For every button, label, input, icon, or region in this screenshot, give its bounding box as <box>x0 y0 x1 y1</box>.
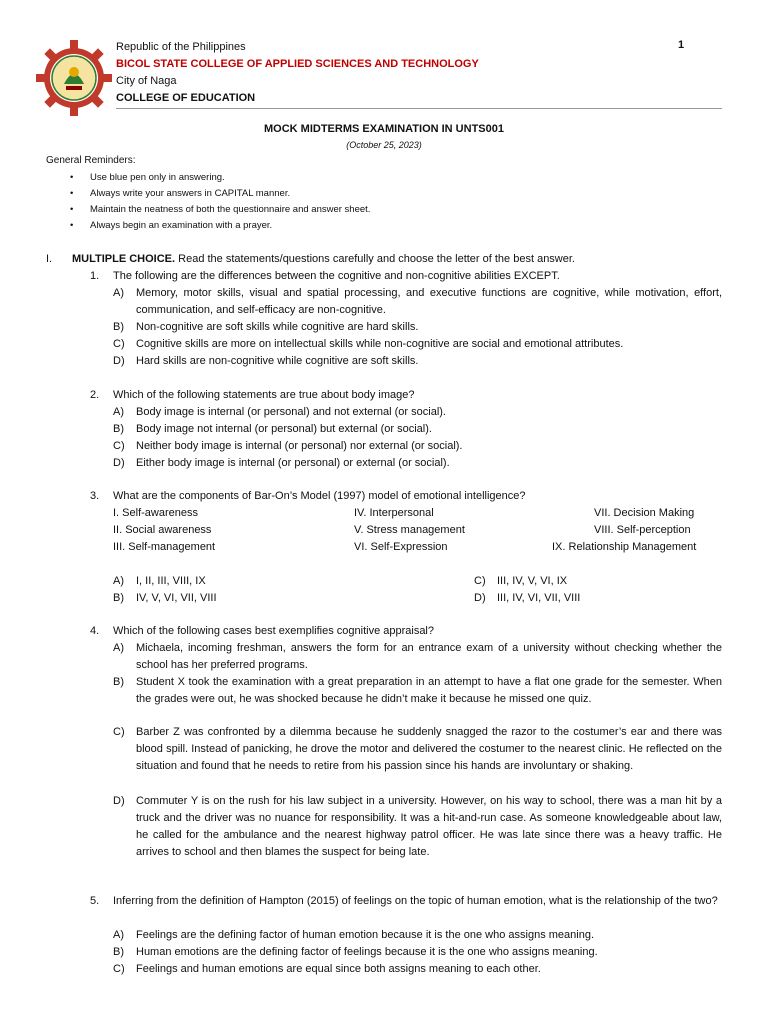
city-line: City of Naga <box>116 75 177 87</box>
component-item: I. Self-awareness <box>113 507 198 519</box>
question-number: 5. <box>90 895 100 907</box>
component-item: IV. Interpersonal <box>354 507 434 519</box>
option-text: Barber Z was confronted by a dilemma because he suddenly snagged the razor to the costumer’s ear and there was blood spill. Instead of panicking, he drove the motor and delivered the costumer to the nearest clinic. He reflected on the situation and found that he needs to retire from his passion since his hands are involuntary or shaking. <box>136 726 722 772</box>
header-divider <box>116 108 722 109</box>
component-item: III. Self-management <box>113 541 216 553</box>
reminder-item: • Always begin an examination with a prayer. <box>70 220 273 231</box>
section-numeral: I. <box>46 253 53 265</box>
republic-line: Republic of the Philippines <box>116 41 246 53</box>
option-letter: B) <box>113 946 124 958</box>
component-item: VII. Decision Making <box>594 507 695 519</box>
component-item: V. Stress management <box>354 524 465 536</box>
reminders-heading: General Reminders: <box>46 155 136 166</box>
reminder-item: • Always write your answers in CAPITAL manner. <box>70 188 291 199</box>
option-letter: C) <box>113 726 125 738</box>
option-letter: A) <box>113 287 124 299</box>
option-letter: A) <box>113 929 124 941</box>
question-text: Which of the following statements are true about body image? <box>113 389 415 401</box>
option-letter: C) <box>113 440 125 452</box>
option-letter: B) <box>113 321 124 333</box>
question-text: What are the components of Bar-On’s Model (1997) model of emotional intelligence? <box>113 490 526 502</box>
question-number: 4. <box>90 625 100 637</box>
option-letter: C) <box>113 963 125 975</box>
option-text: Body image not internal (or personal) but external (or social). <box>136 423 432 435</box>
option-text: Either body image is internal (or personal) or external (or social). <box>136 457 450 469</box>
option-letter: D) <box>113 457 125 469</box>
option-text: Memory, motor skills, visual and spatial processing, and executive functions are cognitive, while motivation, effort, communication, and self-efficacy are non-cognitive. <box>136 287 722 316</box>
question-number: 2. <box>90 389 100 401</box>
option-letter: D) <box>474 592 486 604</box>
question-number: 1. <box>90 270 100 282</box>
option-text: Student X took the examination with a great preparation in an attempt to have a flat one grade for the semester. When the grades were out, he was shocked because he didn’t make it because he missed one quiz. <box>136 676 722 705</box>
college-seal-logo <box>36 40 112 116</box>
option-text: Hard skills are non-cognitive while cognitive are soft skills. <box>136 355 419 367</box>
option-text: I, II, III, VIII, IX <box>136 575 206 587</box>
option-text: Feelings are the defining factor of human emotion because it is the one who assigns meaning. <box>136 929 594 941</box>
component-item: II. Social awareness <box>113 524 212 536</box>
component-item: VI. Self-Expression <box>354 541 448 553</box>
option-text: Human emotions are the defining factor of feelings because it is the one who assigns meaning. <box>136 946 598 958</box>
option-letter: B) <box>113 676 124 688</box>
option-letter: A) <box>113 575 124 587</box>
option-text: Non-cognitive are soft skills while cognitive are hard skills. <box>136 321 419 333</box>
option-text: III, IV, VI, VII, VIII <box>497 592 581 604</box>
option-text: Michaela, incoming freshman, answers the form for an entrance exam of a university without checking whether the school has her preferred programs. <box>136 642 722 671</box>
option-letter: D) <box>113 355 125 367</box>
option-letter: C) <box>113 338 125 350</box>
question-number: 3. <box>90 490 100 502</box>
section-heading: MULTIPLE CHOICE. Read the statements/questions carefully and choose the letter of the best answer. <box>72 253 575 265</box>
option-letter: B) <box>113 423 124 435</box>
option-letter: C) <box>474 575 486 587</box>
option-letter: D) <box>113 795 125 807</box>
component-item: IX. Relationship Management <box>552 541 697 553</box>
reminder-item: • Maintain the neatness of both the questionnaire and answer sheet. <box>70 204 371 215</box>
option-letter: A) <box>113 406 124 418</box>
exam-title: MOCK MIDTERMS EXAMINATION IN UNTS001 <box>264 123 504 135</box>
option-text: Feelings and human emotions are equal since both assigns meaning to each other. <box>136 963 541 975</box>
option-text: Neither body image is internal (or personal) nor external (or social). <box>136 440 463 452</box>
reminder-item: • Use blue pen only in answering. <box>70 172 225 183</box>
college-name: BICOL STATE COLLEGE OF APPLIED SCIENCES AND TECHNOLOGY <box>116 58 479 70</box>
department-line: COLLEGE OF EDUCATION <box>116 92 256 104</box>
option-text: Commuter Y is on the rush for his law subject in a university. However, on his way to school, there was a man hit by a truck and the driver was no nuance for responsibility. It was a hit-and-run case. As someone knowledgeable about law, he called for the ambulance and the nearest highway patrol officer. He was late since there was a heavy traffic. He arrives to school and then blames the suspect for being late. <box>136 795 722 858</box>
exam-date: (October 25, 2023) <box>346 140 422 150</box>
page-number: 1 <box>678 39 685 51</box>
question-text: Which of the following cases best exemplifies cognitive appraisal? <box>113 625 434 637</box>
option-letter: A) <box>113 642 124 654</box>
question-text: Inferring from the definition of Hampton (2015) of feelings on the topic of human emotion, what is the relationship of the two? <box>113 895 718 907</box>
option-text: IV, V, VI, VII, VIII <box>136 592 217 604</box>
component-item: VIII. Self-perception <box>594 524 691 536</box>
option-letter: B) <box>113 592 124 604</box>
question-text: The following are the differences between the cognitive and non-cognitive abilities EXCEPT. <box>113 270 560 282</box>
option-text: III, IV, V, VI, IX <box>497 575 568 587</box>
option-text: Cognitive skills are more on intellectual skills while non-cognitive are social and emotional attributes. <box>136 338 624 350</box>
option-text: Body image is internal (or personal) and not external (or social). <box>136 406 446 418</box>
